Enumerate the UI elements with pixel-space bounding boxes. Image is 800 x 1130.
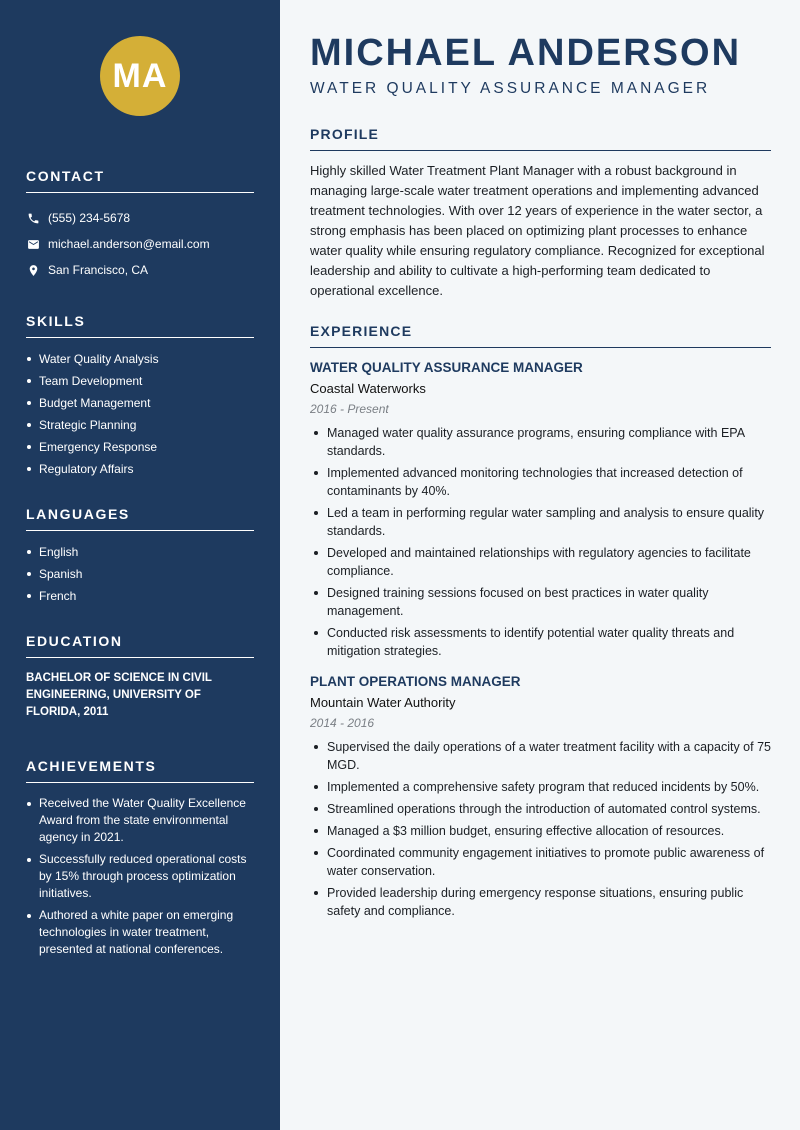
job-bullet: Developed and maintained relationships with regulatory agencies to facilitate compliance. bbox=[310, 544, 771, 580]
job-bullets bbox=[310, 424, 771, 660]
phone-icon bbox=[26, 211, 40, 225]
skills-list bbox=[26, 348, 254, 480]
skill-item: Budget Management bbox=[26, 392, 254, 414]
education-degree: BACHELOR OF SCIENCE IN CIVIL ENGINEERING, UNIVERSITY OF FLORIDA, 2011 bbox=[26, 672, 212, 718]
contact-list bbox=[26, 205, 254, 283]
achievement-item: Authored a white paper on emerging technologies in water treatment, presented at national conferences. bbox=[26, 907, 254, 958]
skill-item: Strategic Planning bbox=[26, 414, 254, 436]
achievements-list bbox=[26, 795, 254, 958]
experience-heading: EXPERIENCE bbox=[310, 323, 771, 348]
skill-item: Team Development bbox=[26, 370, 254, 392]
job-bullet: Conducted risk assessments to identify potential water quality threats and mitigation strategies. bbox=[310, 624, 771, 660]
skills-section bbox=[26, 313, 254, 480]
job-bullet: Managed a $3 million budget, ensuring effective allocation of resources. bbox=[310, 822, 771, 840]
education-heading: EDUCATION bbox=[26, 633, 254, 658]
job-role: WATER QUALITY ASSURANCE MANAGER bbox=[310, 360, 583, 375]
job-bullet: Managed water quality assurance programs, ensuring compliance with EPA standards. bbox=[310, 424, 771, 460]
language-item: French bbox=[26, 585, 254, 607]
job-dates: 2016 - Present bbox=[310, 402, 389, 416]
contact-location bbox=[26, 257, 254, 283]
location-icon bbox=[26, 263, 40, 277]
languages-list bbox=[26, 541, 254, 607]
job-bullet: Implemented a comprehensive safety program that reduced incidents by 50%. bbox=[310, 778, 771, 796]
contact-phone-text[interactable]: (555) 234-5678 bbox=[48, 211, 131, 225]
education-section bbox=[26, 633, 254, 721]
contact-phone bbox=[26, 205, 254, 231]
languages-section bbox=[26, 506, 254, 607]
job-bullet: Supervised the daily operations of a water treatment facility with a capacity of 75 MGD. bbox=[310, 738, 771, 774]
skill-item: Water Quality Analysis bbox=[26, 348, 254, 370]
profile-heading: PROFILE bbox=[310, 126, 771, 151]
skills-heading: SKILLS bbox=[26, 313, 254, 338]
avatar bbox=[100, 36, 180, 116]
languages-heading: LANGUAGES bbox=[26, 506, 254, 531]
contact-email bbox=[26, 231, 254, 257]
job-bullet: Provided leadership during emergency response situations, ensuring public safety and compliance. bbox=[310, 884, 771, 920]
achievement-item: Successfully reduced operational costs by 15% through process optimization initiatives. bbox=[26, 851, 254, 902]
profile-section bbox=[310, 126, 771, 301]
job-entry bbox=[310, 674, 771, 920]
achievement-item: Received the Water Quality Excellence Award from the state environmental agency in 2021. bbox=[26, 795, 254, 846]
sidebar bbox=[0, 0, 280, 1130]
job-bullet: Led a team in performing regular water sampling and analysis to ensure quality standards. bbox=[310, 504, 771, 540]
experience-section bbox=[310, 323, 771, 920]
job-bullet: Streamlined operations through the introduction of automated control systems. bbox=[310, 800, 771, 818]
job-company: Coastal Waterworks bbox=[310, 381, 426, 396]
job-bullet: Implemented advanced monitoring technologies that increased detection of contaminants by 40%. bbox=[310, 464, 771, 500]
language-item: English bbox=[26, 541, 254, 563]
job-entry bbox=[310, 360, 771, 660]
language-item: Spanish bbox=[26, 563, 254, 585]
skill-item: Regulatory Affairs bbox=[26, 458, 254, 480]
candidate-name: MICHAEL ANDERSON bbox=[310, 32, 742, 74]
job-bullet: Coordinated community engagement initiatives to promote public awareness of water conservation. bbox=[310, 844, 771, 880]
avatar-initials: MA bbox=[112, 56, 168, 95]
profile-text: Highly skilled Water Treatment Plant Manager with a robust background in managing large-scale water treatment operations and implementing advanced treatment technologies. With over 12 years of experience in the water sector, a strong emphasis has been placed on optimizing plant processes to enhance water quality while ensuring regulatory compliance. Recognized for exceptional leadership and ability to cultivate a high-performing team dedicated to operational excellence. bbox=[310, 163, 765, 298]
achievements-section bbox=[26, 758, 254, 958]
job-bullet: Designed training sessions focused on best practices in water quality management. bbox=[310, 584, 771, 620]
job-role: PLANT OPERATIONS MANAGER bbox=[310, 674, 521, 689]
job-dates: 2014 - 2016 bbox=[310, 716, 375, 730]
contact-heading: CONTACT bbox=[26, 168, 254, 193]
contact-section bbox=[26, 168, 254, 283]
job-bullets bbox=[310, 738, 771, 920]
candidate-title: WATER QUALITY ASSURANCE MANAGER bbox=[310, 80, 711, 97]
achievements-heading: ACHIEVEMENTS bbox=[26, 758, 254, 783]
email-icon bbox=[26, 237, 40, 251]
contact-location-text: San Francisco, CA bbox=[48, 263, 149, 277]
contact-email-text[interactable]: michael.anderson@email.com bbox=[48, 237, 210, 251]
main-content bbox=[280, 0, 800, 1130]
skill-item: Emergency Response bbox=[26, 436, 254, 458]
job-company: Mountain Water Authority bbox=[310, 695, 456, 710]
